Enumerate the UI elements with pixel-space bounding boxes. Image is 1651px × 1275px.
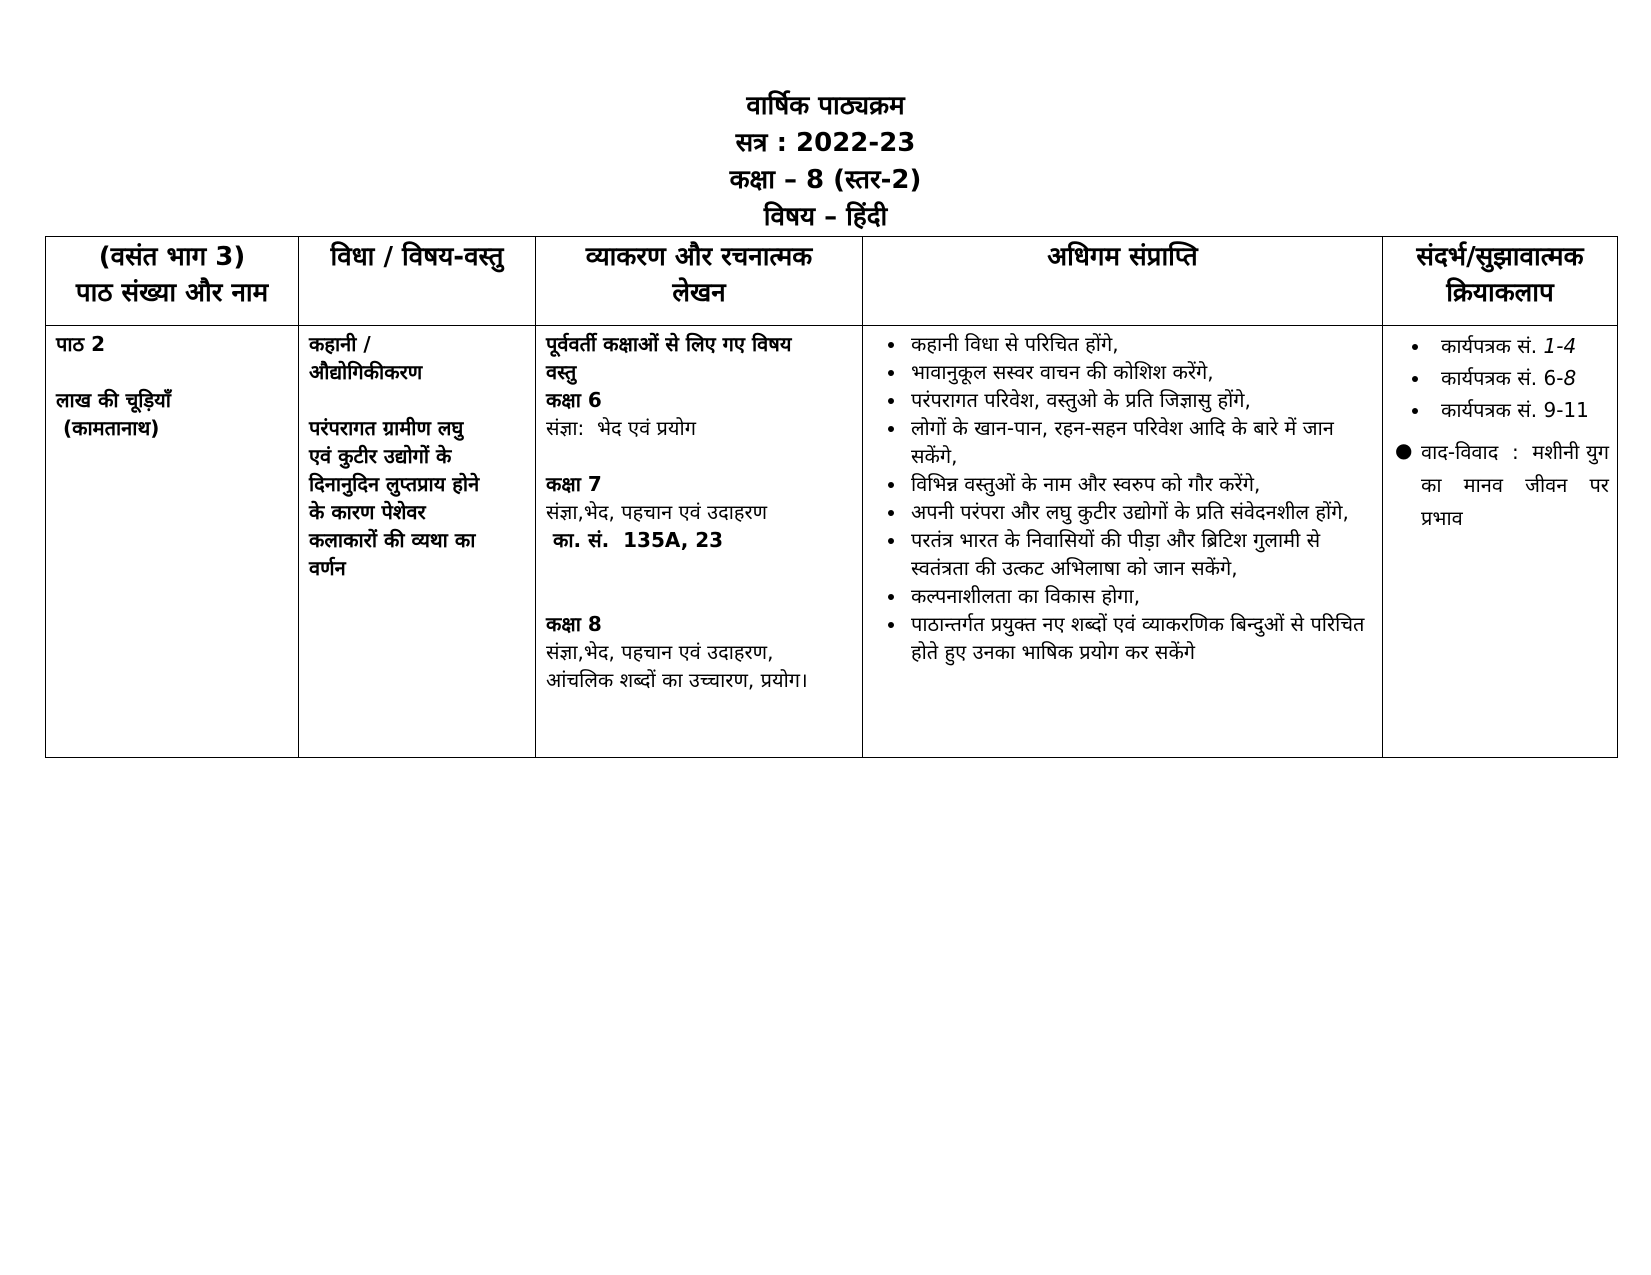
header-grammar: व्याकरण और रचनात्मक लेखन [536, 237, 863, 326]
bullet-icon: ● [1395, 438, 1413, 462]
grammar-intro: पूर्ववर्ती कक्षाओं से लिए गए विषय [546, 332, 792, 356]
class6-label: कक्षा 6 [546, 388, 602, 412]
lesson-cell [46, 326, 299, 758]
genre-description-line: दिनानुदिन लुप्तप्राय होने [309, 472, 480, 496]
table-header-row [46, 237, 1618, 326]
genre-line: कहानी / [309, 332, 371, 356]
header-outcomes: अधिगम संप्राप्ति [863, 237, 1383, 326]
genre-theme: औद्योगिकीकरण [309, 360, 423, 384]
genre-description-line: के कारण पेशेवर [309, 500, 426, 524]
class8-text: संज्ञा,भेद, पहचान एवं उदाहरण, [546, 640, 774, 664]
activities-cell [1383, 326, 1618, 758]
lesson-name: लाख की चूड़ियाँ [56, 388, 171, 412]
worksheet-list [1393, 330, 1609, 426]
worksheet-item: • कार्यपत्रक सं. 1-4 [1431, 330, 1609, 362]
class7-text: संज्ञा,भेद, पहचान एवं उदाहरण [546, 500, 768, 524]
genre-description-line: एवं कुटीर उद्योगों के [309, 444, 452, 468]
list-item: • पाठान्तर्गत प्रयुक्त नए शब्दों एवं व्याकरणिक बिन्दुओं से परिचित होते हुए उनका भाषिक प्रयोग कर सकेंगे [907, 610, 1374, 666]
debate-activity [1393, 436, 1616, 535]
list-item: • भावानुकूल सस्वर वाचन की कोशिश करेंगे, [907, 358, 1374, 386]
class7-reference: का. सं. 135A, 23 [546, 528, 724, 552]
debate-text: वाद-विवाद : मशीनी युग का मानव जीवन पर प्रभाव [1421, 440, 1616, 530]
class8-text-cont: आंचलिक शब्दों का उच्चारण, प्रयोग। [546, 668, 808, 692]
grammar-intro-cont: वस्तु [546, 360, 577, 384]
header-activities: संदर्भ/सुझावात्मक क्रियाकलाप [1383, 237, 1618, 326]
list-item: • परतंत्र भारत के निवासियों की पीड़ा और ब्रिटिश गुलामी से स्वतंत्रता की उत्कट अभिलाषा को जान सकेंगे, [907, 526, 1374, 582]
lesson-number: पाठ 2 [56, 332, 106, 356]
header-lesson: (वसंत भाग 3) पाठ संख्या और नाम [46, 237, 299, 326]
genre-cell [299, 326, 536, 758]
list-item: • कहानी विधा से परिचित होंगे, [907, 330, 1374, 358]
header-genre: विधा / विषय-वस्तु [299, 237, 536, 326]
lesson-author: (कामतानाथ) [56, 416, 160, 440]
heading-title: वार्षिक पाठ्यक्रम [746, 91, 905, 121]
genre-description-line: कलाकारों की व्यथा का [309, 528, 476, 552]
class7-label: कक्षा 7 [546, 472, 602, 496]
heading-class: कक्षा – 8 (स्तर-2) [729, 165, 922, 195]
document-heading [0, 88, 1651, 236]
list-item: • कल्पनाशीलता का विकास होगा, [907, 582, 1374, 610]
heading-session: सत्र : 2022-23 [735, 128, 916, 158]
genre-description-line: परंपरागत ग्रामीण लघु [309, 416, 464, 440]
list-item: • लोगों के खान-पान, रहन-सहन परिवेश आदि के बारे में जान सकेंगे, [907, 414, 1374, 470]
heading-subject: विषय – हिंदी [763, 202, 888, 232]
outcomes-cell [863, 326, 1383, 758]
class8-label: कक्षा 8 [546, 612, 602, 636]
syllabus-table [45, 236, 1618, 758]
table-row [46, 326, 1618, 758]
worksheet-item: • कार्यपत्रक सं. 9-11 [1431, 394, 1609, 426]
genre-description-line: वर्णन [309, 556, 346, 580]
worksheet-item: • कार्यपत्रक सं. 6-8 [1431, 362, 1609, 394]
grammar-cell [536, 326, 863, 758]
class6-text: संज्ञा: भेद एवं प्रयोग [546, 416, 696, 440]
list-item: • अपनी परंपरा और लघु कुटीर उद्योगों के प्रति संवेदनशील होंगे, [907, 498, 1374, 526]
list-item: • परंपरागत परिवेश, वस्तुओ के प्रति जिज्ञासु होंगे, [907, 386, 1374, 414]
list-item: • विभिन्न वस्तुओं के नाम और स्वरुप को गौर करेंगे, [907, 470, 1374, 498]
outcomes-list [873, 330, 1374, 666]
